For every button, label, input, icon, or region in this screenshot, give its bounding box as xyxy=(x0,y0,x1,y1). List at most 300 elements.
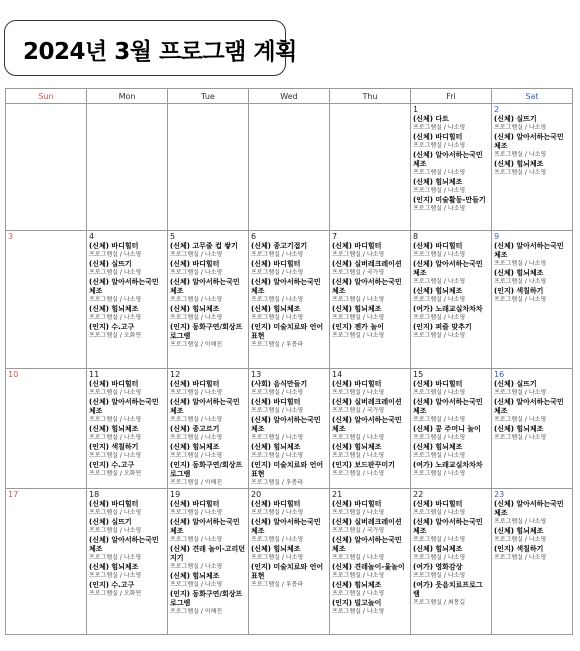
event-name: (신체) 알아서하는국민체조 xyxy=(332,536,402,553)
event-location-staff: 프로그램실 / 나소영 xyxy=(251,554,304,561)
week-row xyxy=(6,104,573,231)
event-item xyxy=(413,151,489,177)
event-location-staff: 프로그램실 / 나소영 xyxy=(170,434,223,441)
event-item xyxy=(251,242,327,259)
event-name: (신체) 실뜨기 xyxy=(494,115,537,123)
weekday-wed: Wed xyxy=(249,89,330,104)
event-name: (인지) 수.고구 xyxy=(89,461,135,469)
day-cell xyxy=(411,489,492,635)
weekday-sun: Sun xyxy=(6,89,87,104)
event-location-staff: 프로그램실 / 오화연 xyxy=(89,470,142,477)
event-item xyxy=(89,536,165,562)
event-item xyxy=(170,425,246,442)
event-location-staff: 프로그램실 / 나소영 xyxy=(170,314,223,321)
event-item xyxy=(251,500,327,517)
event-location-staff: 프로그램실 / 우봉라 xyxy=(251,479,304,486)
event-location-staff: 프로그램실 / 국가영 xyxy=(332,527,385,534)
event-name: (신체) 알아서하는국민체조 xyxy=(413,260,483,277)
event-item xyxy=(251,518,327,544)
event-name: (신체) 바디힐터 xyxy=(170,500,220,508)
event-location-staff: 프로그램실 / 나소영 xyxy=(413,536,466,543)
day-cell xyxy=(411,104,492,231)
event-name: (신체) 알아서하는국민체조 xyxy=(494,398,564,415)
day-number: 23 xyxy=(494,490,505,499)
event-name: (신체) 힘뇌체조 xyxy=(332,443,382,451)
day-cell xyxy=(492,369,573,489)
event-location-staff: 프로그램실 / 나소영 xyxy=(413,434,466,441)
event-name: (신체) 알아서하는국민체조 xyxy=(332,278,402,295)
event-location-staff: 프로그램실 / 나소영 xyxy=(494,434,547,441)
day-cell xyxy=(411,369,492,489)
event-location-staff: 프로그램실 / 나소영 xyxy=(413,169,466,176)
event-name: (인지) 수.고구 xyxy=(89,581,135,589)
event-location-staff: 프로그램실 / 나소영 xyxy=(89,554,142,561)
event-item xyxy=(494,287,570,304)
event-item xyxy=(332,323,408,340)
event-item xyxy=(413,242,489,259)
day-number: 16 xyxy=(494,370,505,379)
event-name: (여가) 노래교실차차차 xyxy=(413,305,483,313)
event-item xyxy=(170,545,246,571)
event-name: (신체) 바디힐터 xyxy=(251,500,301,508)
event-item xyxy=(494,269,570,286)
day-number: 11 xyxy=(89,370,100,379)
event-location-staff: 프로그램실 / 나소영 xyxy=(170,536,223,543)
event-location-staff: 프로그램실 / 나소영 xyxy=(332,314,385,321)
event-item xyxy=(413,563,489,580)
event-item xyxy=(251,305,327,322)
event-name: (신체) 바디힐터 xyxy=(332,500,382,508)
event-item xyxy=(413,323,489,340)
event-item xyxy=(494,500,570,526)
event-location-staff: 프로그램실 / 나소영 xyxy=(89,251,142,258)
event-name: (신체) 알아서하는국민체조 xyxy=(251,518,321,535)
event-location-staff: 프로그램실 / 나소영 xyxy=(332,452,385,459)
day-number: 15 xyxy=(413,370,424,379)
event-item xyxy=(494,425,570,442)
event-item xyxy=(170,305,246,322)
event-location-staff: 프로그램실 / 나소영 xyxy=(251,509,304,516)
day-number: 1 xyxy=(413,105,419,114)
day-number: 22 xyxy=(413,490,424,499)
event-location-staff: 프로그램실 / 나소영 xyxy=(332,554,385,561)
event-name: (신체) 힘뇌체조 xyxy=(494,269,544,277)
event-item xyxy=(170,278,246,304)
event-name: (신체) 알아서하는국민체조 xyxy=(89,536,159,553)
event-item xyxy=(251,380,327,397)
event-item xyxy=(251,260,327,277)
event-location-staff: 프로그램실 / 나소영 xyxy=(251,296,304,303)
event-item xyxy=(332,260,408,277)
weekday-fri: Fri xyxy=(411,89,492,104)
event-location-staff: 프로그램실 / 나소영 xyxy=(413,509,466,516)
event-name: (인지) 동화구연/회상프로그램 xyxy=(170,461,243,478)
day-number: 12 xyxy=(170,370,181,379)
event-location-staff: 프로그램실 / 나소영 xyxy=(413,124,466,131)
event-location-staff: 프로그램실 / 오화연 xyxy=(89,332,142,339)
event-item xyxy=(413,461,489,478)
event-location-staff: 프로그램실 / 나소영 xyxy=(413,278,466,285)
day-cell xyxy=(6,489,87,635)
event-item xyxy=(413,133,489,150)
event-location-staff: 프로그램실 / 나소영 xyxy=(413,142,466,149)
event-name: (인지) 보드판꾸미기 xyxy=(332,461,395,469)
event-item xyxy=(89,563,165,580)
event-location-staff: 프로그램실 / 나소영 xyxy=(413,314,466,321)
event-location-staff: 프로그램실 / 나소영 xyxy=(413,205,466,212)
event-item xyxy=(251,278,327,304)
event-item xyxy=(413,518,489,544)
event-location-staff: 프로그램실 / 최봉길 xyxy=(413,599,466,606)
event-name: (인지) 미술치료와 언어표현 xyxy=(251,563,324,580)
day-cell xyxy=(87,104,168,231)
day-cell xyxy=(168,231,249,369)
event-name: (인지) 젠가 놀이 xyxy=(332,323,384,331)
event-name: (신체) 콩 주머니 놀이 xyxy=(413,425,481,433)
event-location-staff: 프로그램실 / 나소영 xyxy=(332,572,385,579)
event-item xyxy=(413,425,489,442)
event-name: (인지) 미술치료와 언어표현 xyxy=(251,323,324,340)
event-location-staff: 프로그램실 / 나소영 xyxy=(251,407,304,414)
event-item xyxy=(413,581,489,607)
event-item xyxy=(170,590,246,616)
event-item xyxy=(332,305,408,322)
event-item xyxy=(89,398,165,424)
day-cell xyxy=(249,104,330,231)
event-item xyxy=(413,545,489,562)
event-item xyxy=(332,278,408,304)
event-name: (신체) 고무줄 컵 쌓기 xyxy=(170,242,238,250)
event-name: (신체) 종고기접기 xyxy=(251,242,308,250)
event-item xyxy=(332,461,408,478)
event-location-staff: 프로그램실 / 나소영 xyxy=(494,260,547,267)
event-name: (신체) 알아서하는국민체조 xyxy=(251,416,321,433)
event-location-staff: 프로그램실 / 나소영 xyxy=(251,251,304,258)
event-location-staff: 프로그램실 / 이해진 xyxy=(170,341,223,348)
day-cell xyxy=(6,231,87,369)
event-item xyxy=(251,563,327,589)
event-name: (인지) 동화구연/회상프로그램 xyxy=(170,323,243,340)
day-cell xyxy=(6,369,87,489)
event-item xyxy=(494,160,570,177)
week-row xyxy=(6,369,573,489)
event-location-staff: 프로그램실 / 나소영 xyxy=(332,590,385,597)
event-item xyxy=(89,461,165,478)
weekday-sat: Sat xyxy=(492,89,573,104)
event-name: (여가) 웃음치료프로그램 xyxy=(413,581,483,598)
event-name: (인지) 수.고구 xyxy=(89,323,135,331)
event-location-staff: 프로그램실 / 나소영 xyxy=(89,434,142,441)
event-item xyxy=(332,398,408,415)
event-name: (신체) 힘뇌체조 xyxy=(170,305,220,313)
event-name: (신체) 알아서하는국민체조 xyxy=(494,242,564,259)
event-location-staff: 프로그램실 / 이해진 xyxy=(170,479,223,486)
event-item xyxy=(413,500,489,517)
event-location-staff: 프로그램실 / 나소영 xyxy=(494,278,547,285)
event-name: (신체) 견래 놀이-고리던지기 xyxy=(170,545,246,562)
day-number: 14 xyxy=(332,370,343,379)
event-item xyxy=(413,115,489,132)
day-cell xyxy=(249,489,330,635)
event-location-staff: 프로그램실 / 이해진 xyxy=(170,608,223,615)
event-item xyxy=(251,545,327,562)
event-item xyxy=(170,500,246,517)
event-item xyxy=(494,527,570,544)
event-item xyxy=(89,242,165,259)
week-row xyxy=(6,231,573,369)
event-item xyxy=(332,500,408,517)
event-item xyxy=(332,563,408,580)
event-name: (신체) 힘뇌체조 xyxy=(89,305,139,313)
day-cell xyxy=(6,104,87,231)
event-location-staff: 프로그램실 / 나소영 xyxy=(170,581,223,588)
event-item xyxy=(251,398,327,415)
event-item xyxy=(251,323,327,349)
event-name: (신체) 알아서하는국민체조 xyxy=(170,518,240,535)
event-item xyxy=(89,518,165,535)
event-name: (신체) 실버레크레이션 xyxy=(332,518,402,526)
calendar-body xyxy=(6,104,573,635)
event-name: (신체) 힘뇌체조 xyxy=(413,178,463,186)
event-item xyxy=(332,380,408,397)
event-location-staff: 프로그램실 / 나소영 xyxy=(332,608,385,615)
event-item xyxy=(494,133,570,159)
event-name: (인지) 색칠하기 xyxy=(494,287,544,295)
event-location-staff: 프로그램실 / 나소영 xyxy=(89,509,142,516)
event-name: (신체) 힘뇌체조 xyxy=(170,443,220,451)
weekday-header-row xyxy=(6,89,573,104)
event-name: (신체) 바디힐터 xyxy=(413,242,463,250)
event-item xyxy=(251,461,327,487)
event-name: (신체) 알아서하는국민체조 xyxy=(332,416,402,433)
event-item xyxy=(413,260,489,286)
event-name: (신체) 힘뇌체조 xyxy=(170,572,220,580)
event-item xyxy=(332,416,408,442)
day-number: 18 xyxy=(89,490,100,499)
event-location-staff: 프로그램실 / 나소영 xyxy=(89,296,142,303)
event-item xyxy=(89,380,165,397)
event-location-staff: 프로그램실 / 나소영 xyxy=(413,416,466,423)
event-location-staff: 프로그램실 / 나소영 xyxy=(332,332,385,339)
event-name: (신체) 바디힐터 xyxy=(413,133,463,141)
day-cell xyxy=(492,231,573,369)
event-name: (신체) 힘뇌체조 xyxy=(251,545,301,553)
event-location-staff: 프로그램실 / 나소영 xyxy=(494,554,547,561)
event-name: (신체) 알아서하는국민체조 xyxy=(413,518,483,535)
day-cell xyxy=(168,104,249,231)
event-item xyxy=(89,500,165,517)
page-title: 2024년 3월 프로그램 계획 xyxy=(23,39,297,65)
day-cell xyxy=(330,231,411,369)
event-location-staff: 프로그램실 / 나소영 xyxy=(494,416,547,423)
event-item xyxy=(251,443,327,460)
event-item xyxy=(494,115,570,132)
event-location-staff: 프로그램실 / 나소영 xyxy=(332,389,385,396)
event-name: (신체) 알아서하는국민체조 xyxy=(170,398,240,415)
event-location-staff: 프로그램실 / 국가영 xyxy=(332,269,385,276)
event-location-staff: 프로그램실 / 나소영 xyxy=(170,389,223,396)
day-number: 6 xyxy=(251,232,257,241)
weekday-mon: Mon xyxy=(87,89,168,104)
day-number: 3 xyxy=(8,232,14,241)
event-name: (신체) 알아서하는국민체조 xyxy=(89,278,159,295)
event-location-staff: 프로그램실 / 나소영 xyxy=(494,151,547,158)
event-item xyxy=(413,178,489,195)
day-cell xyxy=(168,369,249,489)
event-item xyxy=(89,323,165,340)
event-location-staff: 프로그램실 / 나소영 xyxy=(332,434,385,441)
event-name: (인지) 미술활동-만들기 xyxy=(413,196,486,204)
title-box xyxy=(4,20,297,76)
day-cell xyxy=(168,489,249,635)
event-name: (신체) 힘뇌체조 xyxy=(494,527,544,535)
event-location-staff: 프로그램실 / 우봉라 xyxy=(251,341,304,348)
event-location-staff: 프로그램실 / 나소영 xyxy=(413,389,466,396)
day-number: 10 xyxy=(8,370,19,379)
event-item xyxy=(89,305,165,322)
event-location-staff: 프로그램실 / 나소영 xyxy=(89,389,142,396)
day-number: 13 xyxy=(251,370,262,379)
event-name: (신체) 바디힐터 xyxy=(413,380,463,388)
event-location-staff: 프로그램실 / 나소영 xyxy=(494,169,547,176)
event-location-staff: 프로그램실 / 나소영 xyxy=(89,416,142,423)
event-location-staff: 프로그램실 / 나소영 xyxy=(89,314,142,321)
event-name: (신체) 바디힐터 xyxy=(413,500,463,508)
day-cell xyxy=(330,369,411,489)
event-location-staff: 프로그램실 / 나소영 xyxy=(413,452,466,459)
event-location-staff: 프로그램실 / 나소영 xyxy=(251,269,304,276)
event-name: (인지) 색칠하기 xyxy=(89,443,139,451)
event-name: (신체) 실뜨기 xyxy=(89,518,132,526)
day-cell xyxy=(87,369,168,489)
event-location-staff: 프로그램실 / 나소영 xyxy=(251,452,304,459)
event-name: (신체) 바디힐터 xyxy=(332,242,382,250)
event-name: (신체) 바디힐터 xyxy=(251,260,301,268)
event-location-staff: 프로그램실 / 나소영 xyxy=(332,470,385,477)
event-item xyxy=(413,287,489,304)
event-item xyxy=(89,278,165,304)
event-item xyxy=(332,242,408,259)
event-item xyxy=(413,196,489,213)
event-location-staff: 프로그램실 / 우봉라 xyxy=(251,581,304,588)
event-item xyxy=(89,425,165,442)
event-name: (신체) 알아서하는국민체조 xyxy=(494,500,564,517)
event-name: (신체) 힘뇌체조 xyxy=(494,160,544,168)
event-location-staff: 프로그램실 / 나소영 xyxy=(494,536,547,543)
event-location-staff: 프로그램실 / 나소영 xyxy=(413,554,466,561)
event-location-staff: 프로그램실 / 나소영 xyxy=(170,416,223,423)
event-name: (신체) 알아서하는국민체조 xyxy=(89,398,159,415)
event-name: (신체) 힘뇌체조 xyxy=(251,443,301,451)
event-name: (신체) 힘뇌체조 xyxy=(251,305,301,313)
event-item xyxy=(413,305,489,322)
day-cell xyxy=(249,231,330,369)
event-location-staff: 프로그램실 / 나소영 xyxy=(332,296,385,303)
week-row xyxy=(6,489,573,635)
event-name: (신체) 알아서하는국민체조 xyxy=(413,151,483,168)
day-number: 20 xyxy=(251,490,262,499)
event-location-staff: 프로그램실 / 나소영 xyxy=(494,296,547,303)
event-item xyxy=(170,443,246,460)
event-name: (신체) 실뜨기 xyxy=(494,380,537,388)
event-item xyxy=(332,536,408,562)
event-name: (신체) 힘뇌체조 xyxy=(413,545,463,553)
calendar-table xyxy=(5,88,573,635)
event-name: (신체) 힘뇌체조 xyxy=(89,563,139,571)
event-location-staff: 프로그램실 / 나소영 xyxy=(170,269,223,276)
event-name: (신체) 바디힐터 xyxy=(89,500,139,508)
event-item xyxy=(251,416,327,442)
event-item xyxy=(332,443,408,460)
day-cell xyxy=(411,231,492,369)
event-location-staff: 프로그램실 / 나소영 xyxy=(494,124,547,131)
day-cell xyxy=(87,231,168,369)
event-item xyxy=(332,599,408,616)
event-item xyxy=(494,380,570,397)
event-item xyxy=(413,398,489,424)
event-item xyxy=(170,242,246,259)
event-name: (신체) 실버레크레이션 xyxy=(332,398,402,406)
day-cell xyxy=(330,104,411,231)
event-name: (신체) 힘뇌체조 xyxy=(332,581,382,589)
day-number: 5 xyxy=(170,232,176,241)
event-item xyxy=(170,572,246,589)
event-name: (신체) 바디힐터 xyxy=(89,242,139,250)
event-item xyxy=(89,581,165,598)
event-name: (신체) 알아서하는국민체조 xyxy=(494,133,564,150)
event-name: (신체) 알아서하는국민체조 xyxy=(413,398,483,415)
event-item xyxy=(332,581,408,598)
event-name: (신체) 힘뇌체조 xyxy=(494,425,544,433)
event-name: (사회) 음식만들기 xyxy=(251,380,308,388)
event-location-staff: 프로그램실 / 나소영 xyxy=(89,527,142,534)
weekday-tue: Tue xyxy=(168,89,249,104)
event-location-staff: 프로그램실 / 나소영 xyxy=(413,251,466,258)
event-name: (여가) 영화감상 xyxy=(413,563,463,571)
day-cell xyxy=(249,369,330,489)
day-number: 4 xyxy=(89,232,95,241)
event-name: (신체) 바디힐터 xyxy=(251,398,301,406)
event-item xyxy=(89,443,165,460)
event-location-staff: 프로그램실 / 나소영 xyxy=(332,509,385,516)
event-name: (인지) 색칠하기 xyxy=(494,545,544,553)
event-item xyxy=(494,398,570,424)
event-location-staff: 프로그램실 / 나소영 xyxy=(170,251,223,258)
event-name: (여가) 노래교실차차차 xyxy=(413,461,483,469)
event-location-staff: 프로그램실 / 나소영 xyxy=(170,452,223,459)
event-location-staff: 프로그램실 / 나소영 xyxy=(89,452,142,459)
event-item xyxy=(494,242,570,268)
event-location-staff: 프로그램실 / 나소영 xyxy=(413,296,466,303)
event-name: (신체) 실뜨기 xyxy=(89,260,132,268)
day-cell xyxy=(87,489,168,635)
event-item xyxy=(170,380,246,397)
event-item xyxy=(413,443,489,460)
event-location-staff: 프로그램실 / 나소영 xyxy=(413,187,466,194)
event-item xyxy=(170,398,246,424)
event-name: (신체) 알아서하는국민체조 xyxy=(251,278,321,295)
event-name: (신체) 견래놀이-윷놀이 xyxy=(332,563,405,571)
event-location-staff: 프로그램실 / 나소영 xyxy=(89,572,142,579)
event-name: (신체) 힘뇌체조 xyxy=(332,305,382,313)
event-name: (신체) 종고르기 xyxy=(170,425,220,433)
event-location-staff: 프로그램실 / 나소영 xyxy=(89,269,142,276)
event-name: (신체) 바디힐터 xyxy=(89,380,139,388)
event-location-staff: 프로그램실 / 나소영 xyxy=(413,572,466,579)
event-name: (신체) 힘뇌체조 xyxy=(413,287,463,295)
event-item xyxy=(494,545,570,562)
day-number: 8 xyxy=(413,232,419,241)
